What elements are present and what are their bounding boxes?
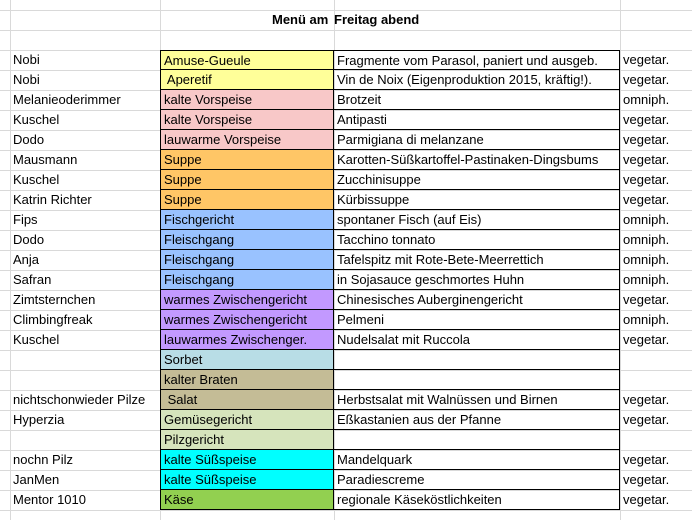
dish-cell[interactable] bbox=[334, 370, 620, 390]
name-cell[interactable]: Nobi bbox=[13, 72, 40, 87]
table-row bbox=[0, 450, 692, 470]
course-cell[interactable]: warmes Zwischengericht bbox=[160, 290, 334, 310]
course-cell[interactable]: Amuse-Gueule bbox=[160, 50, 334, 70]
table-row bbox=[0, 190, 692, 210]
table-row bbox=[0, 330, 692, 350]
diet-cell[interactable]: vegetar. bbox=[623, 132, 670, 147]
table-row bbox=[0, 50, 692, 70]
dish-cell[interactable] bbox=[334, 430, 620, 450]
diet-cell[interactable] bbox=[620, 430, 692, 450]
table-row bbox=[0, 70, 692, 90]
name-cell[interactable]: Kuschel bbox=[13, 112, 60, 127]
dish-cell[interactable]: in Sojasauce geschmortes Huhn bbox=[334, 270, 620, 290]
course-cell[interactable]: kalte Vorspeise bbox=[160, 110, 334, 130]
diet-cell[interactable] bbox=[620, 350, 692, 370]
course-cell[interactable]: kalter Braten bbox=[160, 370, 334, 390]
name-cell[interactable]: nichtschonwieder Pilze bbox=[13, 392, 146, 407]
course-cell[interactable]: Aperetif bbox=[160, 70, 334, 90]
row-gridline bbox=[0, 510, 692, 511]
diet-cell[interactable]: vegetar. bbox=[623, 412, 670, 427]
name-cell[interactable] bbox=[10, 430, 160, 450]
course-cell[interactable]: Käse bbox=[160, 490, 334, 510]
dish-cell[interactable]: Nudelsalat mit Ruccola bbox=[334, 330, 620, 350]
diet-cell[interactable]: vegetar. bbox=[623, 72, 670, 87]
table-row bbox=[0, 310, 692, 330]
name-cell[interactable]: Climbingfreak bbox=[13, 312, 93, 327]
diet-cell[interactable]: omniph. bbox=[623, 272, 670, 287]
table-row bbox=[0, 350, 692, 370]
name-cell[interactable] bbox=[10, 350, 160, 370]
diet-cell[interactable]: vegetar. bbox=[623, 112, 670, 127]
name-cell[interactable]: Katrin Richter bbox=[13, 192, 92, 207]
table-row bbox=[0, 490, 692, 510]
dish-cell[interactable]: Tacchino tonnato bbox=[334, 230, 620, 250]
table-row bbox=[0, 390, 692, 410]
table-row bbox=[0, 150, 692, 170]
diet-cell[interactable]: vegetar. bbox=[623, 172, 670, 187]
course-cell[interactable]: lauwarmes Zwischenger. bbox=[160, 330, 334, 350]
table-row bbox=[0, 90, 692, 110]
name-cell[interactable]: Kuschel bbox=[13, 172, 60, 187]
course-cell[interactable]: kalte Süßspeise bbox=[160, 470, 334, 490]
table-row bbox=[0, 470, 692, 490]
table-row bbox=[0, 370, 692, 390]
dish-cell[interactable]: Tafelspitz mit Rote-Bete-Meerrettich bbox=[334, 250, 620, 270]
dish-cell[interactable]: Vin de Noix (Eigenproduktion 2015, kräftig!). bbox=[334, 70, 620, 90]
table-row bbox=[0, 250, 692, 270]
course-cell[interactable]: Suppe bbox=[160, 190, 334, 210]
dish-cell[interactable]: Paradiescreme bbox=[334, 470, 620, 490]
course-cell[interactable]: Fischgericht bbox=[160, 210, 334, 230]
course-cell[interactable]: Suppe bbox=[160, 170, 334, 190]
title-part1[interactable]: Menü am bbox=[272, 12, 329, 27]
dish-cell[interactable]: Herbstsalat mit Walnüssen und Birnen bbox=[334, 390, 620, 410]
diet-cell[interactable]: vegetar. bbox=[623, 472, 670, 487]
table-row bbox=[0, 230, 692, 250]
name-cell[interactable]: Fips bbox=[13, 212, 38, 227]
table-row bbox=[0, 210, 692, 230]
dish-cell[interactable]: Fragmente vom Parasol, paniert und ausgeb. bbox=[334, 50, 620, 70]
dish-cell[interactable]: Mandelquark bbox=[334, 450, 620, 470]
name-cell[interactable]: Dodo bbox=[13, 132, 45, 147]
name-cell[interactable]: Zimtsternchen bbox=[13, 292, 96, 307]
dish-cell[interactable]: Eßkastanien aus der Pfanne bbox=[334, 410, 620, 430]
name-cell[interactable]: Mentor 1010 bbox=[13, 492, 86, 507]
name-cell[interactable]: Kuschel bbox=[13, 332, 60, 347]
name-cell[interactable]: Nobi bbox=[13, 52, 40, 67]
dish-cell[interactable]: Parmigiana di melanzane bbox=[334, 130, 620, 150]
table-row bbox=[0, 270, 692, 290]
course-cell[interactable]: Gemüsegericht bbox=[160, 410, 334, 430]
course-cell[interactable]: Fleischgang bbox=[160, 250, 334, 270]
dish-cell[interactable]: Chinesisches Auberginengericht bbox=[334, 290, 620, 310]
dish-cell[interactable]: spontaner Fisch (auf Eis) bbox=[334, 210, 620, 230]
name-cell[interactable]: Anja bbox=[13, 252, 40, 267]
table-row bbox=[0, 410, 692, 430]
diet-cell[interactable]: vegetar. bbox=[623, 192, 670, 207]
diet-cell[interactable] bbox=[620, 370, 692, 390]
course-cell[interactable]: Salat bbox=[160, 390, 334, 410]
name-cell[interactable]: JanMen bbox=[13, 472, 60, 487]
course-cell[interactable]: kalte Süßspeise bbox=[160, 450, 334, 470]
title-part2[interactable]: Freitag abend bbox=[334, 12, 420, 27]
name-cell[interactable]: Safran bbox=[13, 272, 52, 287]
course-cell[interactable]: kalte Vorspeise bbox=[160, 90, 334, 110]
row-gridline bbox=[0, 10, 692, 11]
course-cell[interactable]: warmes Zwischengericht bbox=[160, 310, 334, 330]
dish-cell[interactable]: Zucchinisuppe bbox=[334, 170, 620, 190]
course-cell[interactable]: Sorbet bbox=[160, 350, 334, 370]
table-row bbox=[0, 290, 692, 310]
diet-cell[interactable]: omniph. bbox=[623, 312, 670, 327]
dish-cell[interactable]: Brotzeit bbox=[334, 90, 620, 110]
diet-cell[interactable]: vegetar. bbox=[623, 152, 670, 167]
dish-cell[interactable]: Karotten-Süßkartoffel-Pastinaken-Dingsbums bbox=[334, 150, 620, 170]
course-cell[interactable]: Fleischgang bbox=[160, 230, 334, 250]
diet-cell[interactable]: vegetar. bbox=[623, 452, 670, 467]
name-cell[interactable]: Dodo bbox=[13, 232, 45, 247]
name-cell[interactable]: Mausmann bbox=[13, 152, 78, 167]
course-cell[interactable]: Fleischgang bbox=[160, 270, 334, 290]
diet-cell[interactable]: omniph. bbox=[623, 252, 670, 267]
diet-cell[interactable]: omniph. bbox=[623, 212, 670, 227]
course-cell[interactable]: lauwarme Vorspeise bbox=[160, 130, 334, 150]
course-cell[interactable]: Suppe bbox=[160, 150, 334, 170]
name-cell[interactable]: Hyperzia bbox=[13, 412, 65, 427]
name-cell[interactable]: Melanieoderimmer bbox=[13, 92, 121, 107]
table-row bbox=[0, 430, 692, 450]
diet-cell[interactable]: vegetar. bbox=[623, 332, 670, 347]
course-cell[interactable]: Pilzgericht bbox=[160, 430, 334, 450]
name-cell[interactable]: nochn Pilz bbox=[13, 452, 73, 467]
dish-cell[interactable]: regionale Käseköstlichkeiten bbox=[334, 490, 620, 510]
diet-cell[interactable]: vegetar. bbox=[623, 52, 670, 67]
table-row bbox=[0, 170, 692, 190]
row-gridline bbox=[0, 30, 692, 31]
diet-cell[interactable]: omniph. bbox=[623, 92, 670, 107]
table-row bbox=[0, 110, 692, 130]
diet-cell[interactable]: omniph. bbox=[623, 232, 670, 247]
table-row bbox=[0, 130, 692, 150]
name-cell[interactable] bbox=[10, 370, 160, 390]
diet-cell[interactable]: vegetar. bbox=[623, 492, 670, 507]
dish-cell[interactable]: Kürbissuppe bbox=[334, 190, 620, 210]
diet-cell[interactable]: vegetar. bbox=[623, 292, 670, 307]
dish-cell[interactable] bbox=[334, 350, 620, 370]
diet-cell[interactable]: vegetar. bbox=[623, 392, 670, 407]
dish-cell[interactable]: Pelmeni bbox=[334, 310, 620, 330]
dish-cell[interactable]: Antipasti bbox=[334, 110, 620, 130]
